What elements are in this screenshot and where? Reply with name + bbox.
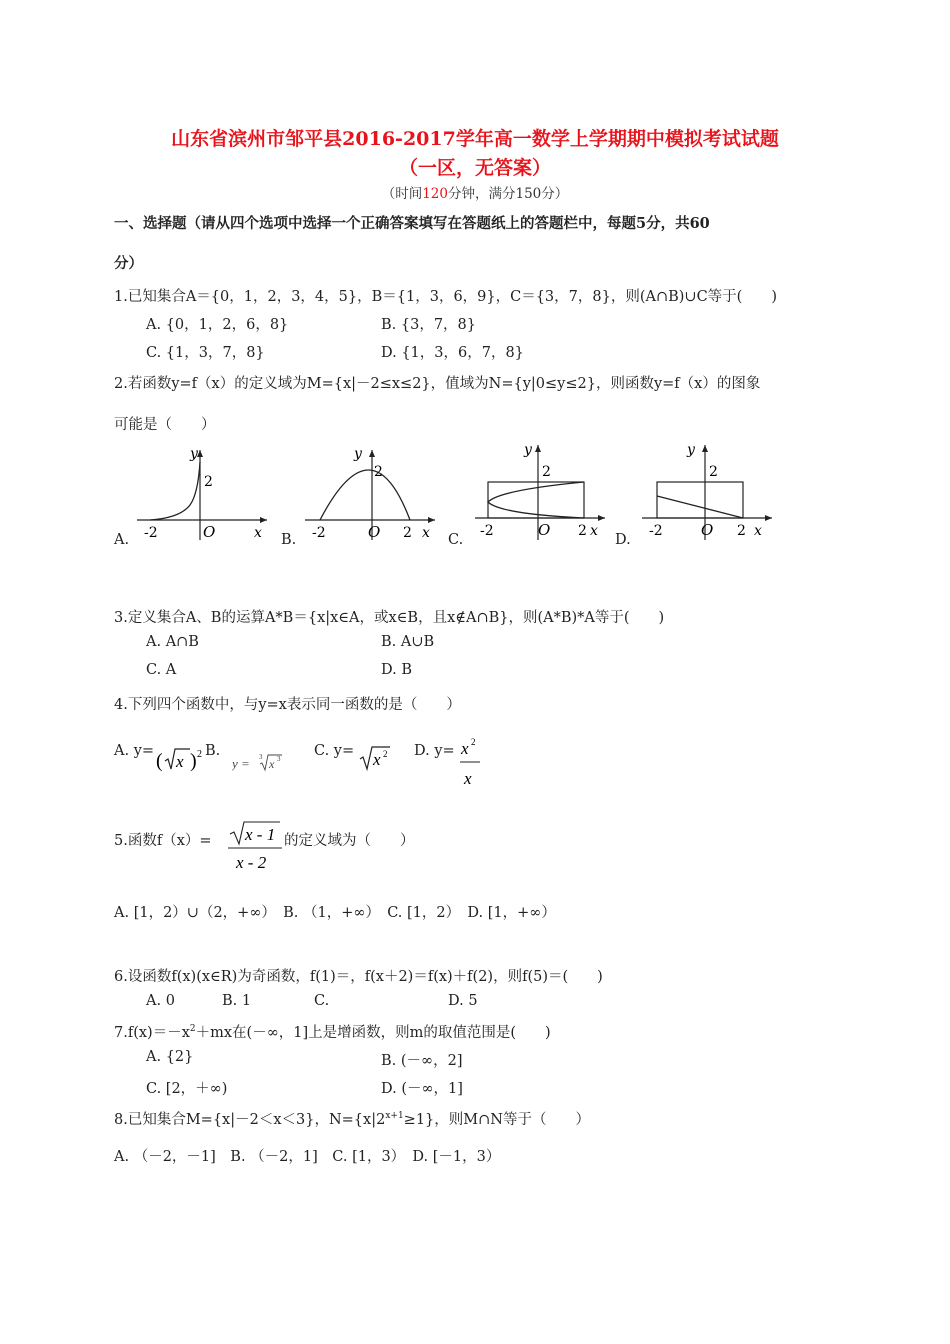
q2d-two-x-label: 2 xyxy=(737,523,746,539)
q4c-sup: 2 xyxy=(383,749,388,759)
q7-option-a: A. {2} xyxy=(146,1049,194,1065)
q4d-sup: 2 xyxy=(471,737,476,747)
q4-option-c-formula xyxy=(358,743,398,778)
q4b-sup: 3 xyxy=(277,755,281,763)
q5-options: A. [1，2）∪（2，+∞） B. （1，+∞） C. [1，2） D. [1，+∞） xyxy=(114,905,556,921)
q4-option-a-formula xyxy=(156,745,206,780)
q4-option-b-formula xyxy=(232,751,292,778)
q2-graph-a xyxy=(132,440,277,549)
page-title-line2: （一区，无答案） xyxy=(398,157,551,179)
q4-stem: 4.下列四个函数中，与y=x表示同一函数的是（ ） xyxy=(114,697,461,713)
q2b-two-label: 2 xyxy=(374,464,383,480)
q4b-y-eq: y = xyxy=(232,756,250,771)
q6-option-c: C. xyxy=(314,993,330,1009)
q2b-y-label: y xyxy=(354,446,362,462)
q2-label-d: D. xyxy=(615,532,631,548)
q6-option-a: A. 0 xyxy=(146,993,175,1009)
page-title: 山东省滨州市邹平县2016-2017学年高一数学上学期期中模拟考试试题 xyxy=(171,128,779,150)
q5-stem-pre: 5.函数f（x）= xyxy=(114,833,212,849)
q2b-two-x-label: 2 xyxy=(403,525,412,541)
q8-stem-pre: 8.已知集合M={x|－2＜x＜3}，N={x|2 xyxy=(114,1112,386,1128)
q4a-x: x xyxy=(176,752,184,771)
q4d-num-x: x xyxy=(461,739,469,758)
q1-option-c: C. {1，3，7，8} xyxy=(146,345,265,361)
exam-info xyxy=(0,182,950,202)
svg-text:): ) xyxy=(190,750,197,772)
q2c-origin-label: O xyxy=(538,521,551,539)
q2b-neg2-label: -2 xyxy=(312,525,326,541)
q1-stem: 1.已知集合A＝{0，1，2，3，4，5}，B＝{1，3，6，9}，C＝{3，7，8}，则(A∩B)∪C等于( ) xyxy=(114,289,777,305)
q7-stem-sup: 2 xyxy=(189,1024,196,1035)
q4a-sup: 2 xyxy=(197,749,202,760)
q2-stem-line2: 可能是（ ） xyxy=(114,417,216,433)
q4c-x: x xyxy=(373,750,381,769)
exam-minutes: 120 xyxy=(422,186,448,202)
q7-option-b: B. (－∞，2] xyxy=(381,1053,463,1069)
q5-fraction xyxy=(228,820,286,881)
exam-info-post: 分钟，满分150分） xyxy=(448,186,569,202)
q7-stem-pre: 7.f(x)＝－x xyxy=(114,1025,190,1041)
q2c-two-x-label: 2 xyxy=(578,523,587,539)
q1-option-a: A. {0，1，2，6，8} xyxy=(146,317,289,333)
q3-option-c: C. A xyxy=(146,662,177,678)
q2c-y-label: y xyxy=(524,442,532,458)
q2b-x-label: x xyxy=(422,525,430,541)
q4-option-b-label: B. xyxy=(205,743,221,759)
q4-option-a-label: A. y= xyxy=(114,743,155,759)
q2d-y-label: y xyxy=(687,442,695,458)
q2a-two-label: 2 xyxy=(204,474,213,490)
q2c-two-label: 2 xyxy=(542,464,551,480)
q4-option-d-formula xyxy=(460,736,490,797)
q2-graph-c xyxy=(470,440,615,549)
q2d-two-label: 2 xyxy=(709,464,718,480)
q8-options: A. （－2，－1] B. （－2，1] C. [1，3） D. [－1，3） xyxy=(114,1149,501,1165)
exam-info-pre: （时间 xyxy=(381,186,423,202)
q2a-neg2-label: -2 xyxy=(144,525,158,541)
q2b-origin-label: O xyxy=(368,523,381,541)
q2-label-c: C. xyxy=(448,532,464,548)
q8-stem xyxy=(114,1108,590,1129)
q2-label-b: B. xyxy=(281,532,297,548)
q6-option-d: D. 5 xyxy=(448,993,478,1009)
q5-stem-post: 的定义域为（ ） xyxy=(284,833,415,849)
q3-stem: 3.定义集合A、B的运算A*B＝{x|x∈A，或x∈B，且x∉A∩B}，则(A*B)*A等于( ) xyxy=(114,610,665,626)
q2-graph-b xyxy=(300,440,445,549)
q7-option-d: D. (－∞，1] xyxy=(381,1081,463,1097)
q2-stem: 2.若函数y=f（x）的定义域为M={x|－2≤x≤2}，值域为N={y|0≤y≤2}，则函数y=f（x）的图象 xyxy=(114,376,761,392)
q2a-x-label: x xyxy=(254,525,262,541)
q2a-y-label: y xyxy=(190,446,198,462)
q2d-origin-label: O xyxy=(701,521,714,539)
q7-option-c: C. [2，＋∞) xyxy=(146,1081,228,1097)
q4b-x: x xyxy=(269,757,275,771)
q3-option-d: D. B xyxy=(381,662,412,678)
q3-option-b: B. A∪B xyxy=(381,634,435,650)
q2-graph-d xyxy=(637,440,782,549)
q4-option-c-label: C. y= xyxy=(314,743,355,759)
q1-option-b: B. {3，7，8} xyxy=(381,317,477,333)
q7-stem-post: ＋mx在(－∞，1]上是增函数，则m的取值范围是( ) xyxy=(195,1025,551,1041)
q7-stem xyxy=(114,1021,551,1042)
q6-stem: 6.设函数f(x)(x∈R)为奇函数，f(1)＝，f(x＋2)＝f(x)＋f(2)，则f(5)＝( ) xyxy=(114,969,603,985)
q8-stem-post: ≥1}，则M∩N等于（ ） xyxy=(403,1112,590,1128)
q3-option-a: A. A∩B xyxy=(146,634,199,650)
q2a-origin-label: O xyxy=(203,523,216,541)
q2-label-a: A. xyxy=(114,532,130,548)
section-heading: 一、选择题（请从四个选项中选择一个正确答案填写在答题纸上的答题栏中，每题5分，共60 xyxy=(114,215,710,232)
q2c-x-label: x xyxy=(590,523,598,539)
q4d-den-x: x xyxy=(464,769,472,788)
q2c-neg2-label: -2 xyxy=(480,523,494,539)
q1-option-d: D. {1，3，6，7，8} xyxy=(381,345,524,361)
svg-text:(: ( xyxy=(156,750,163,772)
q2d-neg2-label: -2 xyxy=(649,523,663,539)
q2d-x-label: x xyxy=(754,523,762,539)
q6-option-b: B. 1 xyxy=(222,993,252,1009)
q8-stem-sup: x+1 xyxy=(385,1111,404,1122)
section-heading-line2: 分） xyxy=(114,255,143,272)
q5-denominator: x - 2 xyxy=(236,853,267,872)
q4b-root-index: 3 xyxy=(259,753,263,761)
q4-option-d-label: D. y= xyxy=(414,743,455,759)
q5-numerator: x - 1 xyxy=(245,825,276,844)
